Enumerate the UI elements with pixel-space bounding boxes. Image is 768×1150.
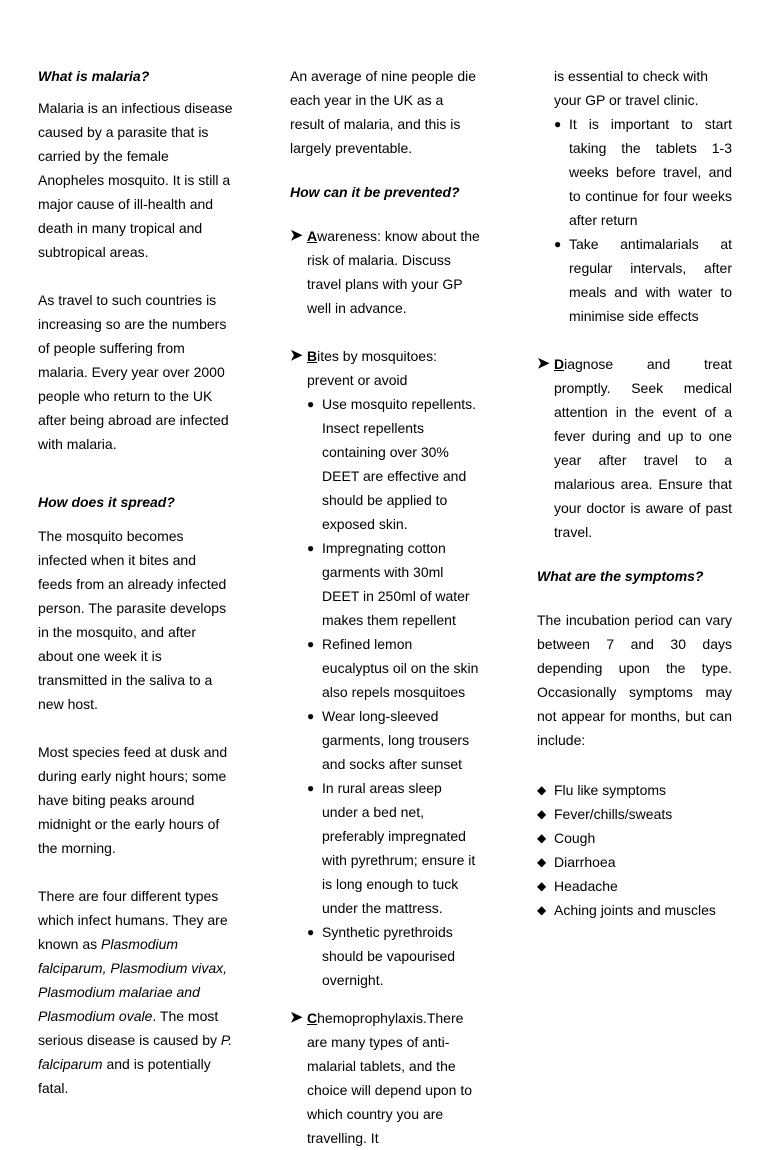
diamond-icon: ◆ [537,807,547,821]
paragraph-check-gp: is essential to check with your GP or travel clinic. [554,68,709,108]
diamond-icon: ◆ [537,783,547,797]
paragraph-malaria-definition: Malaria is an infectious disease caused by a parasite that is carried by the female Anopheles mosquito. It is still a major cause of ill-health and death in many tropical and subtropical areas. [38,100,233,260]
paragraph-four-types [38,884,234,1100]
bullet-icon: ● [307,709,315,723]
item-chemoprophylaxis [290,1006,480,1150]
bullet-item [290,920,480,992]
bullet-text: Refined lemon eucalyptus oil on the skin also repels mosquitoes [322,636,479,700]
bullet-text: Synthetic pyrethroids should be vapourised overnight. [322,924,456,988]
column-left [38,64,234,1100]
bullet-item [290,536,480,632]
bullet-text: Wear long-sleeved garments, long trousers and socks after sunset [322,708,470,772]
initial-b: B [307,348,318,364]
species-falciparum: P. falciparum [38,1032,233,1072]
bullet-text: It is important to start taking the tablets 1-3 weeks before travel, and to continue for four weeks after return [569,116,732,228]
paragraph-incubation: The incubation period can vary between 7 and 30 days depending upon the type. Occasionally symptoms may not appear for months, but can include: [537,612,732,748]
bullet-item [537,112,732,232]
list-item [537,850,732,874]
bullet-icon: ● [307,637,315,651]
arrow-icon: ➤ [290,1009,303,1026]
symptom-text: Headache [554,878,618,894]
initial-a: A [307,228,318,244]
list-item [537,874,732,898]
symptom-text: Flu like symptoms [554,782,667,798]
bullet-icon: ● [307,925,315,939]
bites-text: ites by mosquitoes: prevent or avoid [307,348,437,388]
arrow-icon: ➤ [290,347,303,364]
initial-c: C [307,1010,318,1026]
list-item [537,778,732,802]
heading-how-prevented: How can it be prevented? [290,184,460,200]
diamond-icon: ◆ [537,831,547,845]
heading-symptoms: What are the symptoms? [537,568,704,584]
bullet-text: Impregnating cotton garments with 30ml DEET in 250ml of water makes them repellent [322,540,470,628]
bullet-item [290,776,480,920]
four-types-text-e: and is potentially fatal. [38,1056,211,1096]
symptom-text: Diarrhoea [554,854,616,870]
four-types-text-a: There are four different types which infect humans. They are known as [38,888,228,952]
symptom-text: Fever/chills/sweats [554,806,673,822]
diamond-icon: ◆ [537,903,547,917]
list-item [537,802,732,826]
bullet-text: Use mosquito repellents. Insect repellents containing over 30% DEET are effective and should be applied to exposed skin. [322,396,477,532]
four-types-text-c: . The most serious disease is caused by [38,1008,221,1048]
arrow-icon: ➤ [290,227,303,244]
item-awareness [290,224,480,320]
bullet-icon: ● [554,117,562,131]
bullet-item [290,392,480,536]
bullet-icon: ● [307,781,315,795]
initial-d: D [554,356,565,372]
paragraph-mosquito-infected: The mosquito becomes infected when it bites and feeds from an already infected person. The parasite develops in the mosquito, and after about one week it is transmitted in the saliva to a new host. [38,528,227,712]
paragraph-deaths-intro: An average of nine people die each year in the UK as a result of malaria, and this is largely preventable. [290,68,477,156]
item-bites [290,344,480,392]
diamond-icon: ◆ [537,879,547,893]
chemoprophylaxis-text: hemoprophylaxis.There are many types of anti-malarial tablets, and the choice will depend upon to which country you are travelling. It [307,1010,473,1146]
paragraph-travel-increase: As travel to such countries is increasing so are the numbers of people suffering from malaria. Every year over 2000 people who return to the UK after being abroad are infected with malaria. [38,292,229,452]
awareness-text: wareness: know about the risk of malaria. Discuss travel plans with your GP well in advance. [307,228,480,316]
diamond-icon: ◆ [537,855,547,869]
bullet-text: In rural areas sleep under a bed net, preferably impregnated with pyrethrum; ensure it is long enough to tuck under the mattress. [322,780,476,916]
symptom-text: Aching joints and muscles [554,902,716,918]
bullet-item [537,232,732,328]
symptom-text: Cough [554,830,596,846]
item-diagnose [537,352,732,544]
bullet-item [290,704,480,776]
column-middle [290,64,480,1150]
heading-what-is-malaria: What is malaria? [38,68,150,84]
column-right [537,64,732,922]
list-item [537,826,732,850]
symptom-list [537,778,732,922]
bullet-icon: ● [554,237,562,251]
bullet-item [290,632,480,704]
arrow-icon: ➤ [537,355,550,372]
bullet-icon: ● [307,541,315,555]
heading-how-does-it-spread: How does it spread? [38,494,175,510]
paragraph-feeding-times: Most species feed at dusk and during early night hours; some have biting peaks around midnight or the early hours of the morning. [38,744,228,856]
bullet-icon: ● [307,397,315,411]
species-names: Plasmodium falciparum, Plasmodium vivax, Plasmodium malariae and Plasmodium ovale [38,936,228,1024]
bullet-text: Take antimalarials at regular intervals, after meals and with water to minimise side effects [569,236,732,324]
diagnose-text: iagnose and treat promptly. Seek medical attention in the event of a fever during and up to one year after travel to a malarious area. Ensure that your doctor is aware of past travel. [554,356,732,540]
list-item [537,898,732,922]
